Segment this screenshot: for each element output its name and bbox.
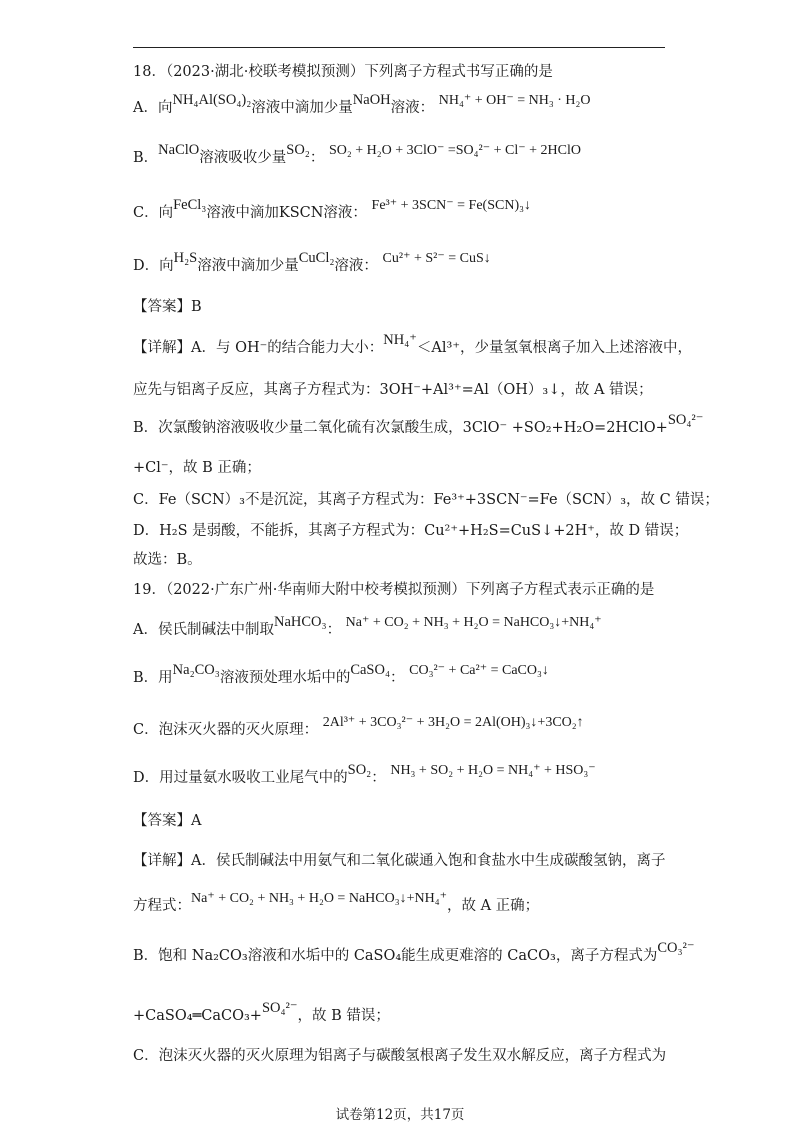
- q18-detail-line-4: +Cl⁻，故 B 正确；: [133, 460, 261, 476]
- q19-option-a: A．侯氏制碱法中制取NaHCO₃： Na⁺ + CO₂ + NH₃ + H₂O = NaHCO₃↓+NH₄⁺: [133, 614, 602, 638]
- q19-option-d: D．用过量氨水吸收工业尾气中的SO₂： NH₃ + SO₂ + H₂O = NH₄⁺ + HSO₃⁻: [133, 762, 596, 786]
- q18-option-a: A．向NH₄Al(SO₄)₂溶液中滴加少量NaOH溶液： NH₄⁺ + OH⁻ = NH₃ · H₂O: [133, 92, 591, 116]
- q18-choice: 故选：B。: [133, 552, 202, 568]
- q18-detail-line-3: B．次氯酸钠溶液吸收少量二氧化硫有次氯酸生成，3ClO⁻ +SO₂+H₂O=2HClO+SO₄²⁻: [133, 412, 704, 436]
- q19-detail-line-3: B．饱和 Na₂CO₃溶液和水垢中的 CaSO₄能生成更难溶的 CaCO₃，离子方程式为CO₃²⁻: [133, 940, 695, 964]
- q18-detail-line-6: D．H₂S 是弱酸，不能拆，其离子方程式为：Cu²⁺+H₂S=CuS↓+2H⁺，故 D 错误；: [133, 523, 689, 539]
- q19-detail-line-4: +CaSO₄═CaCO₃+SO₄²⁻，故 B 错误；: [133, 1000, 390, 1024]
- q19-option-b: B．用Na₂CO₃溶液预处理水垢中的CaSO₄： CO₃²⁻ + Ca²⁺ = CaCO₃↓: [133, 662, 549, 686]
- q19-detail-line-2: 方程式：Na⁺ + CO₂ + NH₃ + H₂O = NaHCO₃↓+NH₄⁺，故 A 正确；: [133, 891, 540, 914]
- q18-answer: 【答案】B: [133, 299, 202, 315]
- q19-answer: 【答案】A: [133, 813, 202, 829]
- q18-option-b: B．NaClO溶液吸收少量SO₂： SO₂ + H₂O + 3ClO⁻ =SO₄²⁻ + Cl⁻ + 2HClO: [133, 142, 581, 166]
- page-footer: 试卷第12页，共17页: [335, 1107, 465, 1123]
- q18-option-d: D．向H₂S溶液中滴加少量CuCl₂溶液： Cu²⁺ + S²⁻ = CuS↓: [133, 250, 491, 274]
- q19-option-c: C．泡沫灭火器的灭火原理： 2Al³⁺ + 3CO₃²⁻ + 3H₂O = 2Al(OH)₃↓+3CO₂↑: [133, 715, 584, 738]
- q18-option-c: C．向FeCl₃溶液中滴加KSCN溶液： Fe³⁺ + 3SCN⁻ = Fe(SCN)₃↓: [133, 197, 531, 221]
- q19-detail-line-5: C．泡沫灭火器的灭火原理为铝离子与碳酸氢根离子发生双水解反应，离子方程式为: [133, 1048, 667, 1064]
- q18-detail-line-2: 应先与铝离子反应，其离子方程式为：3OH⁻+Al³⁺=Al（OH）₃↓，故 A 错误；: [133, 382, 653, 398]
- header-rule: [133, 47, 665, 48]
- q18-stem: 18．（2023·湖北·校联考模拟预测）下列离子方程式书写正确的是: [133, 64, 553, 80]
- q18-detail-line-1: 【详解】A．与 OH⁻的结合能力大小：NH₄⁺＜Al³⁺，少量氢氧根离子加入上述溶液中，: [133, 332, 692, 356]
- q19-detail-line-1: 【详解】A．侯氏制碱法中用氨气和二氧化碳通入饱和食盐水中生成碳酸氢钠，离子: [133, 853, 666, 869]
- q18-detail-line-5: C．Fe（SCN）₃不是沉淀，其离子方程式为：Fe³⁺+3SCN⁻=Fe（SCN）₃，故 C 错误；: [133, 492, 719, 508]
- q19-stem: 19．（2022·广东广州·华南师大附中校考模拟预测）下列离子方程式表示正确的是: [133, 582, 655, 598]
